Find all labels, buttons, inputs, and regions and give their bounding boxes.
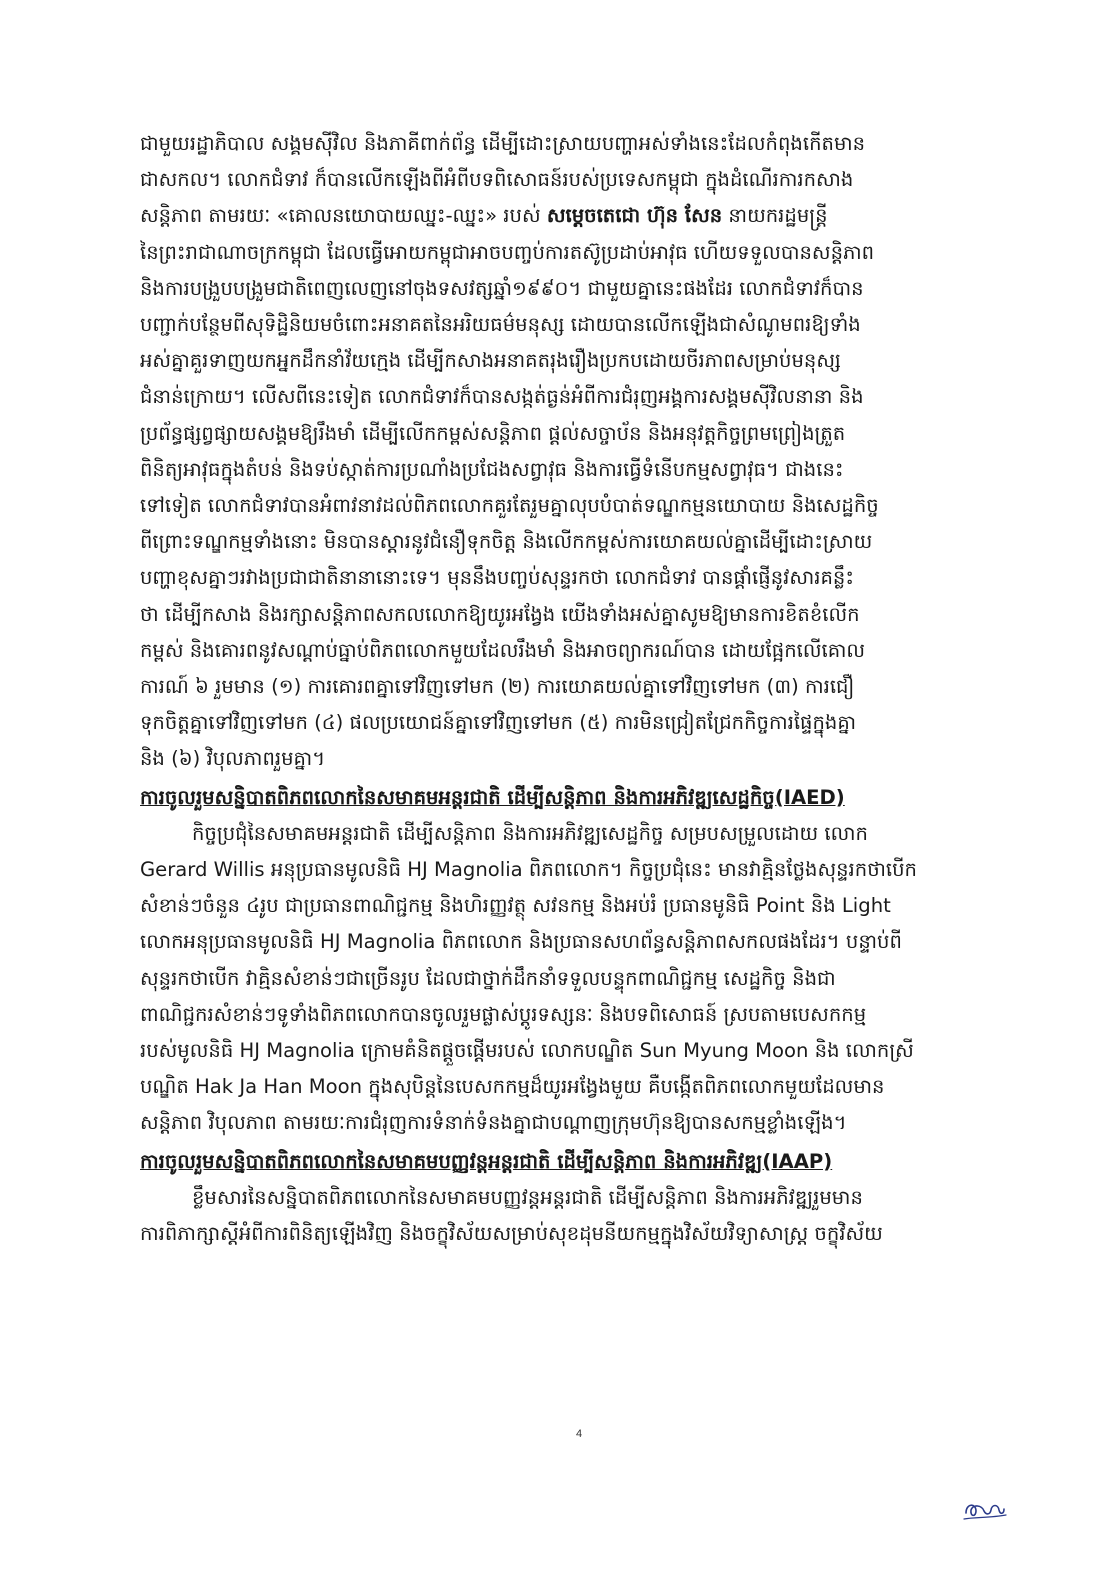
text-span: នាយករដ្ឋមន្ត្រី [722, 204, 828, 228]
text-line: ជាសកល។ លោកជំទាវ ក៏បានលើកឡើងពីអំពីបទពិសោធន៍របស់ប្រទេសកម្ពុជា ក្នុងដំណើរការកសាង [140, 168, 854, 192]
text-line: បញ្ជាក់បន្ថែមពីសុទិដ្ឋិនិយមចំពោះអនាគតនៃអរិយធម៌មនុស្ស ដោយបានលើកឡើងជាសំណូមពរឱ្យទាំង [140, 313, 861, 337]
paragraph-3 [140, 1180, 1041, 1252]
text-line: ជំនាន់ក្រោយ។ លើសពីនេះទៀត លោកជំទាវក៏បានសង្កត់ធ្ងន់អំពីការជំរុញអង្គការសង្គមស៊ីវិលនានា និង [140, 385, 864, 409]
text-line: ពីព្រោះទណ្ឌកម្មទាំងនោះ មិនបានស្តារនូវជំនឿទុកចិត្ត និងលើកកម្ពស់ការយោគយល់គ្នាដើម្បីដោះស្រាយ [140, 530, 873, 554]
text-line: ទុកចិត្តគ្នាទៅវិញទៅមក (៤) ផលប្រយោជន៍គ្នាទៅវិញទៅមក (៥) ការមិនជ្រៀតជ្រែកកិច្ចការផ្ទៃក្នុងគ្នា [140, 711, 857, 735]
text-line: ថា ដើម្បីកសាង និងរក្សាសន្តិភាពសកលលោកឱ្យយូរអង្វែង យើងទាំងអស់គ្នាសូមឱ្យមានការខិតខំលើក [140, 602, 860, 626]
text-line: ពាណិជ្ជករសំខាន់ៗទូទាំងពិភពលោកបានចូលរួមផ្លាស់ប្តូរទស្សនៈ និងបទពិសោធន៍ ស្របតាមបេសកកម្ម [140, 1002, 867, 1026]
text-line: ការពិភាក្សាស្តីអំពីការពិនិត្យឡើងវិញ និងចក្ខុវិស័យសម្រាប់សុខដុមនីយកម្មក្នុងវិស័យវិទ្យាសាស្ត្រ ចក្ខុវិស័យ [140, 1222, 883, 1246]
text-line: លោកអនុប្រធានមូលនិធិ HJ Magnolia ពិភពលោក និងប្រធានសហព័ន្ធសន្តិភាពសកលផងដែរ។ បន្ទាប់ពី [140, 930, 902, 954]
text-line: កម្ពស់ និងគោរពនូវសណ្តាប់ធ្នាប់ពិភពលោកមួយដែលរឹងមាំ និងអាចព្យាករណ៍បាន ដោយផ្អែកលើគោល [140, 638, 866, 662]
text-line: នៃព្រះរាជាណាចក្រកម្ពុជា ដែលធ្វើអោយកម្ពុជាអាចបញ្ចប់ការតស៊ូប្រដាប់អាវុធ ហើយទទួលបានសន្តិភាព [140, 240, 875, 264]
text-line: ជាមួយរដ្ឋាភិបាល សង្គមស៊ីវិល និងភាគីពាក់ព័ន្ធ ដើម្បីដោះស្រាយបញ្ហាអស់ទាំងនេះដែលកំពុងកើតមាន [140, 132, 866, 155]
text-line: របស់មូលនិធិ HJ Magnolia ក្រោមគំនិតផ្តួចផ្តើមរបស់ លោកបណ្ឌិត Sun Myung Moon និង លោកស្រី [140, 1039, 914, 1063]
section-heading-iaed: ការចូលរួមសន្និបាតពិភពលោកនៃសមាគមអន្តរជាតិ ដើម្បីសន្តិភាព និងការអភិវឌ្ឍសេដ្ឋកិច្ច(IAED) [140, 785, 845, 809]
section-heading-iaap: ការចូលរួមសន្និបាតពិភពលោកនៃសមាគមបញ្ញវន្តអន្តរជាតិ ដើម្បីសន្តិភាព និងការអភិវឌ្ឍ(IAAP) [140, 1149, 833, 1173]
text-span: សន្តិភាព តាមរយៈ «គោលនយោបាយឈ្នះ-ឈ្នះ» របស់ [140, 204, 547, 228]
text-line: សន្តិភាព វិបុលភាព តាមរយៈការជំរុញការទំនាក់ទំនងគ្នាជាបណ្តាញក្រុមហ៊ុនឱ្យបានសកម្មខ្លាំងឡើង។ [140, 1111, 847, 1135]
page-number: 4 [576, 1428, 583, 1440]
text-line: និងការបង្រួបបង្រួមជាតិពេញលេញនៅចុងទសវត្សឆ្នាំ១៩៩០។ ជាមួយគ្នានេះផងដែរ លោកជំទាវក៏បាន [140, 276, 864, 300]
text-line: ខ្លឹមសារនៃសន្និបាតពិភពលោកនៃសមាគមបញ្ញវន្តអន្តរជាតិ ដើម្បីសន្តិភាព និងការអភិវឌ្ឍរួមមាន [192, 1185, 863, 1209]
text-line: ទៅទៀត លោកជំទាវបានអំពាវនាវដល់ពិភពលោកគួរតែរួមគ្នាលុបបំបាត់ទណ្ឌកម្មនយោបាយ និងសេដ្ឋកិច្ច [140, 494, 879, 518]
handwritten-initials-icon [960, 1493, 1010, 1523]
text-line: បញ្ហាខុសគ្នាៗរវាងប្រជាជាតិនានានោះទេ។ មុននឹងបញ្ចប់សុន្ទរកថា លោកជំទាវ បានផ្តាំផ្ញើនូវសារគន្លឹះ [140, 566, 854, 590]
bold-name: សម្តេចតេជោ ហ៊ុន សែន [546, 204, 723, 228]
text-line: អស់គ្នាគួរទាញយកអ្នកដឹកនាំវ័យក្មេង ដើម្បីកសាងអនាគតរុងរឿងប្រកបដោយចីរភាពសម្រាប់មនុស្ស [140, 349, 841, 373]
text-line: ពិនិត្យអាវុធក្នុងតំបន់ និងទប់ស្កាត់ការប្រណាំងប្រជែងសព្វាវុធ និងការធ្វើទំនើបកម្មសព្វាវុធ។ ជាងនេះ [140, 457, 844, 481]
text-line: និង (៦) វិបុលភាពរួមគ្នា។ [140, 747, 326, 771]
text-line: ការណ៍ ៦ រួមមាន (១) ការគោរពគ្នាទៅវិញទៅមក (២) ការយោគយល់គ្នាទៅវិញទៅមក (៣) ការជឿ [140, 675, 855, 699]
text-line: សុន្ទរកថាបើក វាគ្មិនសំខាន់ៗជាច្រើនរូប ដែលជាថ្នាក់ដឹកនាំទទួលបន្ទុកពាណិជ្ជកម្ម សេដ្ឋកិច្ច និងជា [140, 966, 836, 990]
text-line: បណ្ឌិត Hak Ja Han Moon ក្នុងសុបិន្តនៃបេសកកម្មដ៏យូរអង្វែងមួយ គឺបង្កើតពិភពលោកមួយដែលមាន [140, 1075, 885, 1099]
text-line: កិច្ចប្រជុំនៃសមាគមអន្តរជាតិ ដើម្បីសន្តិភាព និងការអភិវឌ្ឍសេដ្ឋកិច្ច សម្របសម្រួលដោយ លោក [192, 821, 868, 845]
paragraph-2 [140, 816, 1041, 1142]
paragraph-1 [140, 126, 1041, 778]
text-line: Gerard Willis អនុប្រធានមូលនិធិ HJ Magnolia ពិភពលោក។ កិច្ចប្រជុំនេះ មានវាគ្មិនថ្លែងសុន្ទរកថាបើក [140, 858, 917, 882]
text-line: ប្រព័ន្ធផ្សព្វផ្សាយសង្គមឱ្យរឹងមាំ ដើម្បីលើកកម្ពស់សន្តិភាព ផ្តល់សច្ចាប័ន និងអនុវត្តកិច្ចព្រមព្រៀងត្រួត [140, 421, 846, 445]
text-line: សំខាន់ៗចំនួន ៤រូប ជាប្រធានពាណិជ្ជកម្ម និងហិរញ្ញវត្ថុ សវនកម្ម និងអប់រំ ប្រធានមូនិធិ Point និង Light [140, 894, 891, 918]
text-line [140, 198, 1041, 234]
